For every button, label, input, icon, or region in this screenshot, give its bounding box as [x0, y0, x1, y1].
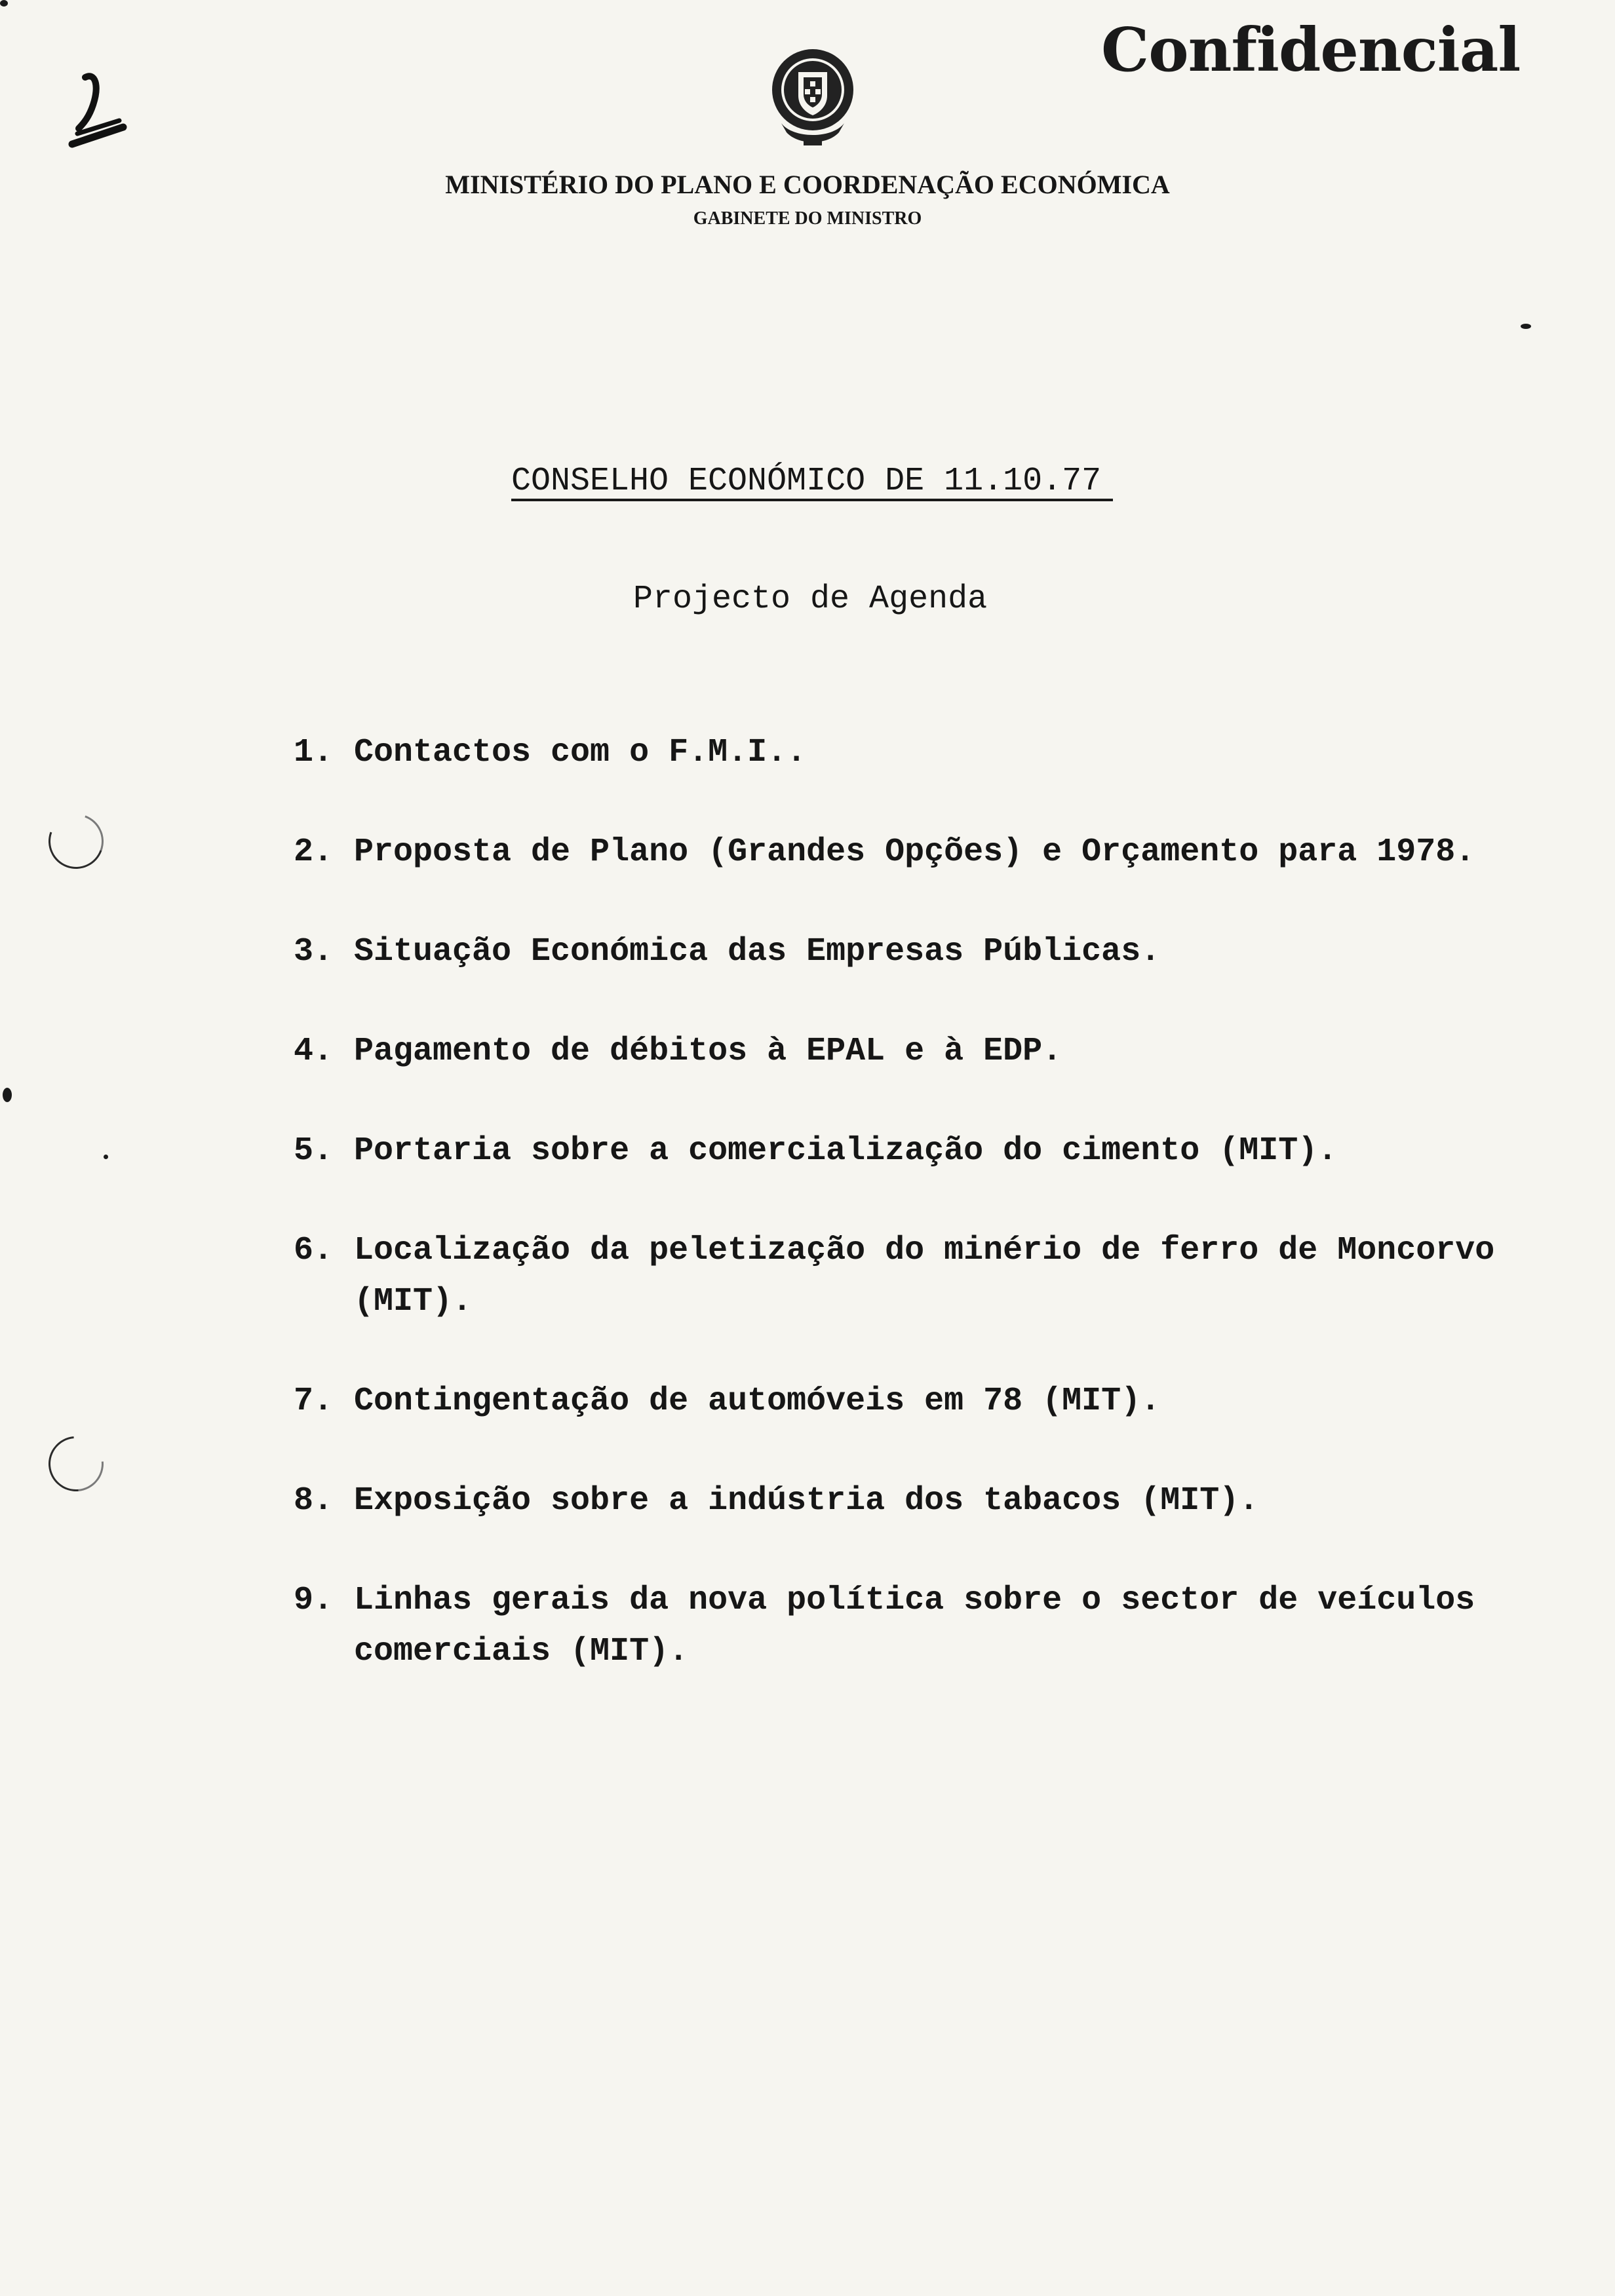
agenda-item-text: Exposição sobre a indústria dos tabacos (MIT). — [354, 1482, 1259, 1520]
agenda-item-text: Situação Económica das Empresas Públicas. — [354, 933, 1161, 970]
agenda-item-text: Contingentação de automóveis em 78 (MIT). — [354, 1383, 1161, 1420]
punch-hole-mark — [39, 805, 113, 878]
agenda-item-number: 4. — [294, 1033, 334, 1070]
agenda-item-number: 5. — [294, 1132, 334, 1170]
portuguese-coat-of-arms-icon — [767, 41, 859, 152]
punch-hole-mark — [37, 1425, 115, 1502]
agenda-item — [294, 1376, 1598, 1427]
agenda-item-number: 6. — [294, 1232, 334, 1269]
agenda-item — [294, 927, 1598, 978]
agenda-item-text: Contactos com o F.M.I.. — [354, 734, 807, 771]
document-subtitle: Projecto de Agenda — [633, 581, 988, 618]
ministry-name: MINISTÉRIO DO PLANO E COORDENAÇÃO ECONÓMICA — [445, 170, 1170, 199]
agenda-item — [294, 1476, 1598, 1527]
ink-speck — [1521, 324, 1531, 329]
ink-speck — [3, 1088, 12, 1102]
agenda-item-number: 3. — [294, 933, 334, 970]
agenda-item — [294, 1026, 1598, 1077]
agenda-item — [294, 1225, 1598, 1328]
agenda-item-text: Pagamento de débitos à EPAL e à EDP. — [354, 1033, 1062, 1070]
cabinet-name: GABINETE DO MINISTRO — [693, 208, 922, 229]
agenda-item — [294, 1575, 1598, 1677]
agenda-item-number: 1. — [294, 734, 334, 771]
agenda-item-text: Localização da peletização do minério de ferro de Moncorvo (MIT). — [354, 1232, 1495, 1320]
ink-speck — [104, 1155, 108, 1159]
agenda-item — [294, 827, 1598, 878]
agenda-item-number: 9. — [294, 1582, 334, 1619]
agenda-item-number: 2. — [294, 833, 334, 871]
agenda-item-text: Proposta de Plano (Grandes Opções) e Orçamento para 1978. — [354, 833, 1475, 871]
title-underline — [511, 499, 1113, 501]
agenda-item — [294, 727, 1598, 778]
agenda-list — [294, 727, 1598, 1726]
ink-speck — [0, 0, 8, 7]
agenda-item-text: Linhas gerais da nova política sobre o sector de veículos comerciais (MIT). — [354, 1582, 1475, 1670]
confidential-stamp: Confidencial — [1101, 14, 1521, 85]
agenda-item-text: Portaria sobre a comercialização do cimento (MIT). — [354, 1132, 1338, 1170]
handwritten-numeral-icon — [59, 66, 131, 151]
agenda-item-number: 7. — [294, 1383, 334, 1420]
agenda-item-number: 8. — [294, 1482, 334, 1520]
agenda-item — [294, 1126, 1598, 1177]
document-title: CONSELHO ECONÓMICO DE 11.10.77 — [511, 463, 1102, 500]
